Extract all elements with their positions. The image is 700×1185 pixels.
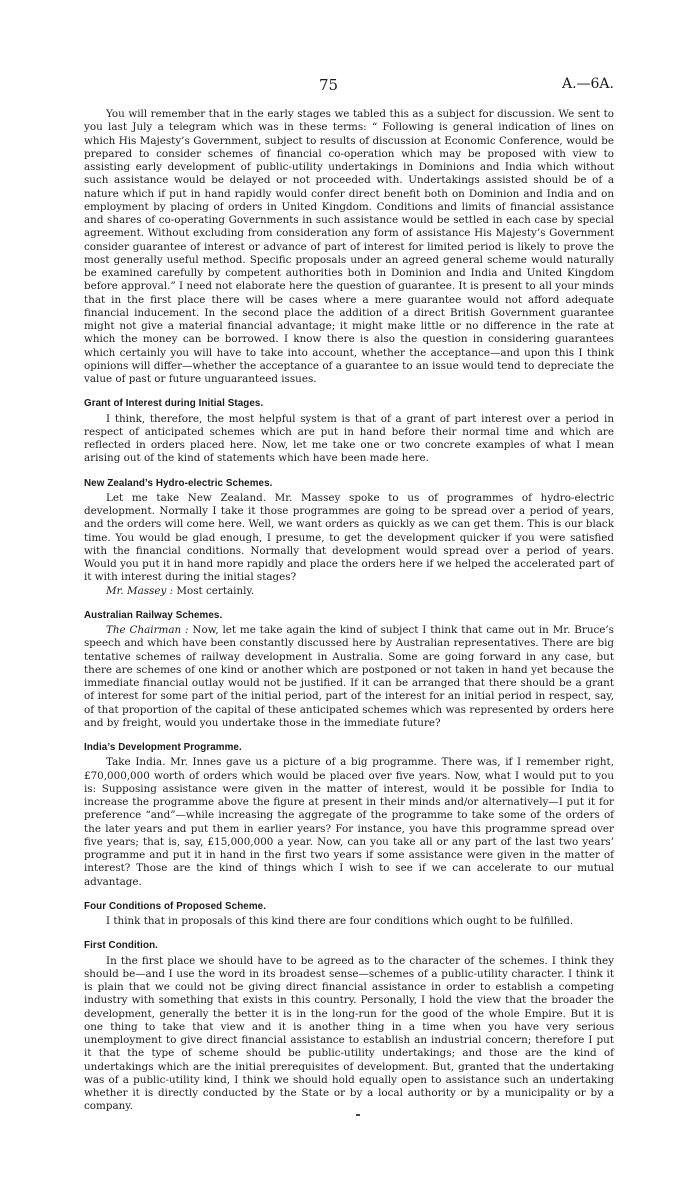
document-reference: A.—6A.	[561, 76, 614, 92]
section-heading-first-condition: First Condition.	[84, 940, 158, 952]
footer-mark	[356, 1114, 360, 1116]
paragraph-india: Take India. Mr. Innes gave us a picture of a big programme. There was, if I remember right, £70,000,000 worth of orders which would be placed over five years. Now, what I would put to you is: Supposing assistance were given in the matter of interest, would it be possible for India to increase the programme above the figure at present in their minds and/or alternatively—I put it for preference “and”—while increasing the aggregate of the programme to take some of the orders of the later years and put them in earlier years? For instance, you have this programme spread over five years; that is, say, £15,000,000 a year. Now, can you take all or any part of the last two years’ programme and put it in hand in the first two years if some assistance were given in the matter of interest? Those are the kind of things which I wish to see if we can accelerate to our mutual advantage.	[84, 756, 614, 888]
section-heading-grant-of-interest: Grant of Interest during Initial Stages.	[84, 398, 264, 410]
reply-massey	[84, 585, 614, 598]
reply-text-massey: Most certainly.	[176, 584, 255, 597]
paragraph-grant-of-interest: I think, therefore, the most helpful system is that of a grant of part interest over a period in respect of anticipated schemes which are put in hand before their normal time and which are reflected in orders placed here. Now, let me take one or two concrete examples of what I mean arising out of the kind of statements which have been made here.	[84, 412, 614, 465]
document-body	[84, 108, 614, 1114]
page-number: 75	[319, 76, 339, 94]
paragraph-new-zealand: Let me take New Zealand. Mr. Massey spoke to us of programmes of hydro-electric development. Normally I take it those programmes are going to be spread over a period of years, and the orders will come here. Well, we want orders as quickly as we can get them. This is our black time. You would be glad enough, I presume, to get the development quicker if you were satisfied with the financial conditions. Normally that development would spread over a period of years. Would you put it in hand more rapidly and place the orders here if we helped the accelerated part of it with interest during the initial stages?	[84, 491, 614, 584]
section-heading-new-zealand: New Zealand’s Hydro-electric Schemes.	[84, 477, 273, 489]
paragraph-four-conditions: I think that in proposals of this kind there are four conditions which ought to be fulfilled.	[106, 915, 574, 927]
speaker-chairman: The Chairman :	[106, 624, 189, 636]
paragraph-first-condition: In the first place we should have to be agreed as to the character of the schemes. I think they should be—and I use the word in its broadest sense—schemes of a public-utility character. I think it is plain that we could not be giving direct financial assistance in order to establish a competing industry with something that exists in this country. Personally, I hold the view that the broader the development, generally the better it is in the long-run for the good of the whole Empire. But it is one thing to take that view and it is another thing in a time when you have very serious unemployment to give direct financial assistance to establish an industrial concern; therefore I put it that the type of scheme should be public-utility undertakings; and those are the kind of undertakings which are the initial prerequisites of development. But, granted that the undertaking was of a public-utility kind, I think we should hold equally open to assistance such an undertaking whether it is directly conducted by the State or by a local authority or by a municipality or by a company.	[84, 954, 614, 1113]
chairman-text: Now, let me take again the kind of subject I think that came out in Mr. Bruce’s speech and which have been constantly discussed here by Australian representatives. There are big tentative schemes of railway development in Australia. Some are going forward in any case, but there are schemes of one kind or another which are postponed or not taken in hand yet because the immediate financial outlay would not be justified. If it can be arranged that there should be a grant of interest for some part of the initial period, part of the interest for an initial period in respect, say, of that proportion of the capital of these anticipated schemes which was represented by orders here and by freight, would you undertake those in the immediate future?	[84, 624, 614, 729]
section-heading-four-conditions: Four Conditions of Proposed Scheme.	[84, 900, 267, 912]
intro-paragraph: You will remember that in the early stages we tabled this as a subject for discussion. We sent to you last July a telegram which was in these terms: “ Following is general indication of lines on which His Majesty’s Government, subject to results of discussion at Economic Conference, would be prepared to consider schemes of financial co-operation which may be proposed with view to assisting early development of public-utility undertakings in Dominions and India which without such assistance would be delayed or not proceeded with. Undertakings assisted should be of a nature which if put in hand rapidly would confer direct benefit both on Dominion and India and on employment by placing of orders in United Kingdom. Conditions and limits of financial assistance and shares of co-operating Governments in such assistance would be settled in each case by special agreement. Without excluding from consideration any form of assistance His Majesty’s Government consider guarantee of interest or advance of part of interest for limited period is likely to prove the most generally useful method. Specific proposals under an agreed general scheme would naturally be examined carefully by competent authorities both in Dominion and India and United Kingdom before approval.” I need not elaborate here the question of guarantee. It is present to all your minds that in the first place there will be cases where a mere guarantee would not afford adequate financial inducement. In the second place the addition of a direct British Government guarantee might not give a material financial advantage; it might make little or no difference in the rate at which the money can be borrowed. I know there is also the question in considering guarantees which certainly you will have to take into account, whether the acceptance—and upon this I think opinions will differ—whether the acceptance of a guarantee to an issue would tend to depreciate the value of past or future unguaranteed issues.	[84, 108, 614, 385]
page-header	[84, 76, 614, 94]
speaker-massey: Mr. Massey :	[106, 584, 174, 597]
section-heading-india: India’s Development Programme.	[84, 742, 242, 753]
section-heading-australian-railway: Australian Railway Schemes.	[84, 609, 223, 621]
paragraph-australian-railway	[84, 624, 614, 730]
